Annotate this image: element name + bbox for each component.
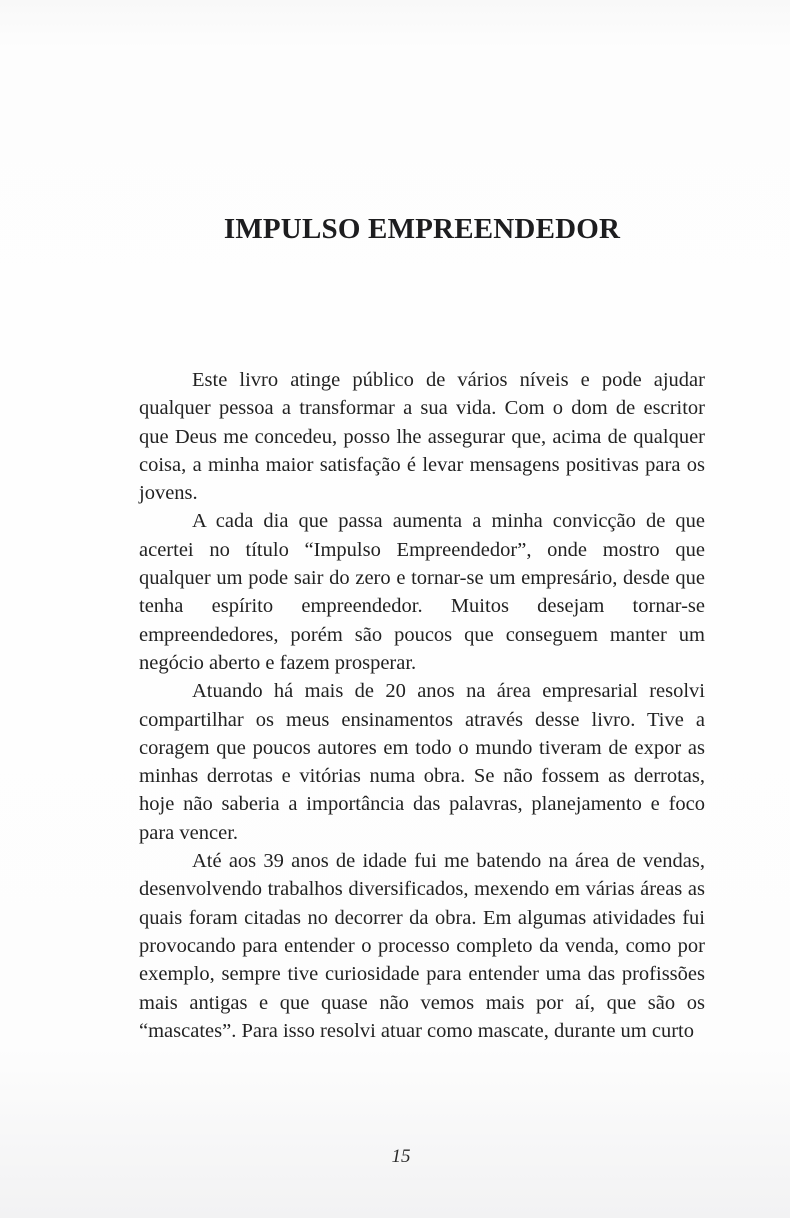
paragraph: Até aos 39 anos de idade fui me batendo na área de vendas, desenvolvendo trabalhos diversificados, mexendo em várias áreas as quais foram citadas no decorrer da obra. Em algumas atividades fui provocando para entender o processo completo da venda, como por exemplo, sempre tive curiosidade para entender uma das profissões mais antigas e que quase não vemos mais por aí, que são os “mascates”. Para isso resolvi atuar como mascate, durante um curto — [139, 850, 705, 1042]
body-text — [139, 366, 705, 1045]
page-number: 15 — [391, 1146, 411, 1167]
paragraph: A cada dia que passa aumenta a minha convicção de que acertei no título “Impulso Empreendedor”, onde mostro que qualquer um pode sair do zero e tornar-se um empresário, desde que tenha espírito empreendedor. Muitos desejam tornar-se empreendedores, porém são poucos que conseguem manter um negócio aberto e fazem prosperar. — [139, 510, 705, 674]
paragraph: Este livro atinge público de vários níveis e pode ajudar qualquer pessoa a transformar a sua vida. Com o dom de escritor que Deus me concedeu, posso lhe assegurar que, acima de qualquer coisa, a minha maior satisfação é levar mensagens positivas para os jovens. — [139, 369, 705, 505]
paragraph: Atuando há mais de 20 anos na área empresarial resolvi compartilhar os meus ensinamentos através desse livro. Tive a coragem que poucos autores em todo o mundo tiveram de expor as minhas derrotas e vitórias numa obra. Se não fossem as derrotas, hoje não saberia a importância das palavras, planejamento e foco para vencer. — [139, 680, 705, 844]
page-title: IMPULSO EMPREENDEDOR — [223, 213, 621, 245]
